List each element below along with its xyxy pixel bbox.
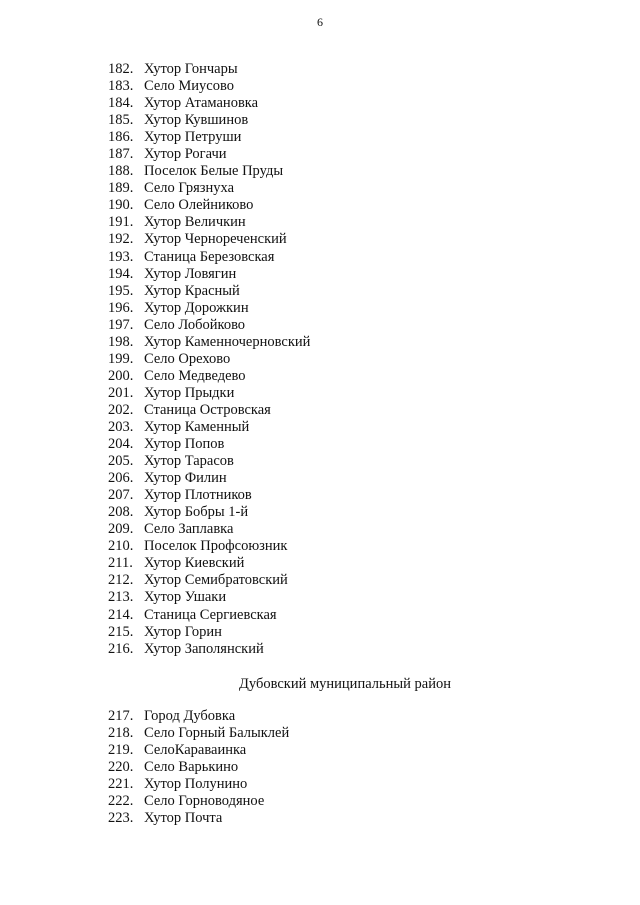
- item-name: Станица Сергиевская: [144, 606, 277, 623]
- list-item: [108, 351, 310, 368]
- item-number: 188.: [108, 163, 134, 180]
- item-name: Хутор Рогачи: [144, 146, 227, 163]
- item-name: Поселок Профсоюзник: [144, 538, 288, 555]
- item-name: Село Заплавка: [144, 521, 234, 538]
- item-number: 192.: [108, 231, 134, 248]
- settlement-list: [108, 708, 289, 827]
- item-number: 206.: [108, 470, 134, 487]
- item-name: Село Олейниково: [144, 197, 254, 214]
- list-item: [108, 555, 310, 572]
- item-name: Хутор Киевский: [144, 555, 245, 572]
- list-item: [108, 810, 289, 827]
- item-name: Хутор Заполянский: [144, 640, 264, 657]
- list-item: [108, 61, 310, 78]
- list-item: [108, 436, 310, 453]
- list-item: [108, 249, 310, 266]
- item-name: Хутор Петруши: [144, 129, 242, 146]
- list-item: [108, 624, 310, 641]
- list-item: [108, 793, 289, 810]
- item-number: 196.: [108, 299, 134, 316]
- list-item: [108, 266, 310, 283]
- list-item: [108, 759, 289, 776]
- item-name: Хутор Ушаки: [144, 589, 227, 606]
- list-item: [108, 146, 310, 163]
- item-number: 194.: [108, 265, 134, 282]
- item-number: 197.: [108, 316, 134, 333]
- item-name: Хутор Чернореченский: [144, 231, 287, 248]
- item-number: 223.: [108, 810, 134, 827]
- item-number: 221.: [108, 776, 134, 793]
- list-item: [108, 334, 310, 351]
- list-item: [108, 470, 310, 487]
- list-item: [108, 402, 310, 419]
- section-heading: Дубовский муниципальный район: [239, 676, 451, 692]
- item-number: 185.: [108, 112, 134, 129]
- item-number: 219.: [108, 742, 134, 759]
- page-number: 6: [317, 15, 323, 29]
- list-item: [108, 283, 310, 300]
- item-number: 205.: [108, 453, 134, 470]
- item-number: 189.: [108, 180, 134, 197]
- list-item: [108, 776, 289, 793]
- item-name: Село Медведево: [144, 367, 246, 384]
- list-item: [108, 197, 310, 214]
- item-number: 213.: [108, 589, 134, 606]
- list-item: [108, 708, 289, 725]
- item-name: Село Орехово: [144, 350, 231, 367]
- list-item: [108, 214, 310, 231]
- item-number: 193.: [108, 248, 134, 265]
- item-number: 183.: [108, 78, 134, 95]
- item-name: Станица Березовская: [144, 248, 275, 265]
- list-item: [108, 487, 310, 504]
- item-name: Хутор Горин: [144, 623, 222, 640]
- list-item: [108, 725, 289, 742]
- list-item: [108, 112, 310, 129]
- item-number: 190.: [108, 197, 134, 214]
- item-number: 208.: [108, 504, 134, 521]
- settlement-list: [108, 61, 310, 658]
- item-name: Хутор Дорожкин: [144, 299, 249, 316]
- item-name: Город Дубовка: [144, 708, 236, 724]
- item-name: Хутор Кувшинов: [144, 112, 249, 129]
- item-number: 195.: [108, 282, 134, 299]
- item-name: Хутор Гончары: [144, 61, 238, 77]
- item-name: Хутор Ловягин: [144, 265, 237, 282]
- item-number: 191.: [108, 214, 134, 231]
- list-item: [108, 641, 310, 658]
- item-name: Село Миусово: [144, 78, 234, 95]
- item-number: 209.: [108, 521, 134, 538]
- item-number: 204.: [108, 436, 134, 453]
- item-name: Хутор Величкин: [144, 214, 246, 231]
- list-item: [108, 317, 310, 334]
- item-name: Станица Островская: [144, 401, 271, 418]
- list-item: [108, 521, 310, 538]
- list-item: [108, 607, 310, 624]
- item-number: 198.: [108, 333, 134, 350]
- item-number: 210.: [108, 538, 134, 555]
- item-number: 218.: [108, 725, 134, 742]
- item-name: Хутор Плотников: [144, 487, 252, 504]
- item-number: 212.: [108, 572, 134, 589]
- item-name: Хутор Каменный: [144, 418, 250, 435]
- item-name: Хутор Полунино: [144, 776, 248, 793]
- list-item: [108, 129, 310, 146]
- item-number: 220.: [108, 759, 134, 776]
- item-number: 215.: [108, 623, 134, 640]
- item-number: 187.: [108, 146, 134, 163]
- item-number: 202.: [108, 401, 134, 418]
- item-name: Село Горноводяное: [144, 793, 265, 810]
- list-item: [108, 453, 310, 470]
- item-number: 217.: [108, 708, 134, 724]
- list-item: [108, 385, 310, 402]
- item-name: Хутор Каменночерновский: [144, 333, 311, 350]
- item-number: 216.: [108, 640, 134, 657]
- item-number: 199.: [108, 350, 134, 367]
- item-name: Хутор Семибратовский: [144, 572, 288, 589]
- item-name: Хутор Прыдки: [144, 384, 235, 401]
- item-number: 186.: [108, 129, 134, 146]
- item-name: Хутор Тарасов: [144, 453, 234, 470]
- list-item: [108, 742, 289, 759]
- list-item: [108, 368, 310, 385]
- item-name: Село Горный Балыклей: [144, 725, 290, 742]
- item-name: Село Лобойково: [144, 316, 246, 333]
- list-item: [108, 78, 310, 95]
- item-name: Хутор Бобры 1-й: [144, 504, 249, 521]
- list-item: [108, 180, 310, 197]
- item-number: 203.: [108, 418, 134, 435]
- list-item: [108, 300, 310, 317]
- item-name: Село Грязнуха: [144, 180, 235, 197]
- item-name: Хутор Красный: [144, 282, 240, 299]
- item-name: Хутор Почта: [144, 810, 223, 827]
- list-item: [108, 163, 310, 180]
- item-name: Село Варькино: [144, 759, 239, 776]
- item-name: Хутор Попов: [144, 436, 225, 453]
- item-name: Хутор Атамановка: [144, 95, 259, 112]
- list-item: [108, 572, 310, 589]
- list-item: [108, 95, 310, 112]
- item-number: 211.: [108, 555, 133, 572]
- list-item: [108, 589, 310, 606]
- item-name: Хутор Филин: [144, 470, 227, 487]
- item-number: 207.: [108, 487, 134, 504]
- item-number: 184.: [108, 95, 134, 112]
- list-item: [108, 538, 310, 555]
- list-item: [108, 231, 310, 248]
- list-item: [108, 419, 310, 436]
- list-item: [108, 504, 310, 521]
- item-number: 201.: [108, 384, 134, 401]
- item-number: 222.: [108, 793, 134, 810]
- item-name: Поселок Белые Пруды: [144, 163, 284, 180]
- item-number: 182.: [108, 61, 134, 77]
- item-number: 214.: [108, 606, 134, 623]
- item-name: СелоКараваинка: [144, 742, 247, 759]
- item-number: 200.: [108, 367, 134, 384]
